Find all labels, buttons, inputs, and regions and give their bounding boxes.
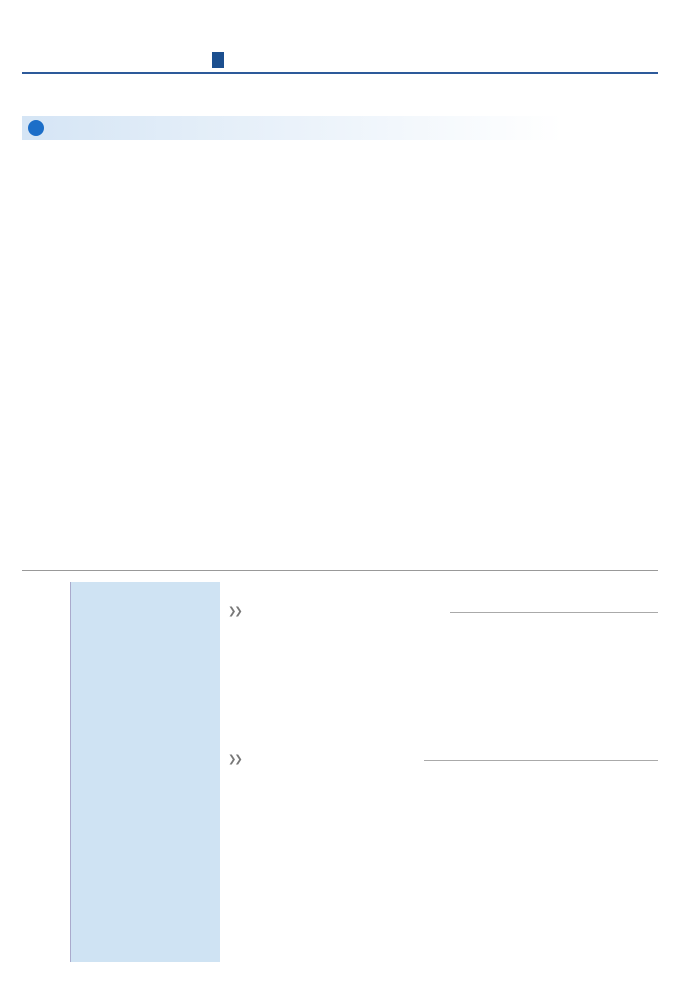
double-chevron-icon: ❯❯	[228, 754, 241, 765]
section-header	[22, 116, 658, 140]
q2-column-1	[228, 776, 364, 976]
q1-header	[228, 604, 658, 622]
q1-column-3	[516, 628, 654, 740]
article-column-1	[36, 150, 184, 562]
q1-rule	[450, 612, 658, 613]
q2-column-2	[372, 776, 508, 976]
q2-header	[228, 752, 658, 770]
q1-column-2	[372, 628, 508, 740]
page-header	[0, 0, 680, 72]
double-chevron-icon: ❯❯	[228, 606, 241, 617]
article-column-2	[196, 150, 340, 562]
sidebar-box	[70, 582, 220, 962]
article-column-3	[348, 150, 492, 562]
q1-column-1	[228, 628, 364, 740]
header-rule	[22, 72, 658, 74]
section-number-icon	[28, 120, 44, 136]
section-badge	[212, 52, 224, 68]
section-divider	[22, 570, 658, 571]
article-column-4	[504, 150, 650, 562]
q2-rule	[424, 760, 658, 761]
q2-column-3	[516, 776, 654, 976]
